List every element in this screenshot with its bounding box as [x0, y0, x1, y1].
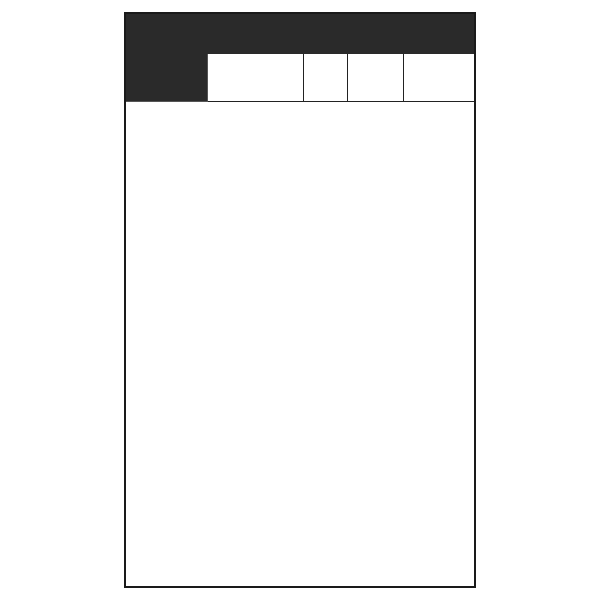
- header-unit: [304, 54, 348, 102]
- nutrition-title: [126, 14, 474, 54]
- header-per-100g: [348, 54, 404, 102]
- nutrition-panel: [124, 12, 476, 588]
- header-blank: [126, 54, 208, 102]
- header-nutrients: [208, 54, 304, 102]
- header-per-serve: [404, 54, 474, 102]
